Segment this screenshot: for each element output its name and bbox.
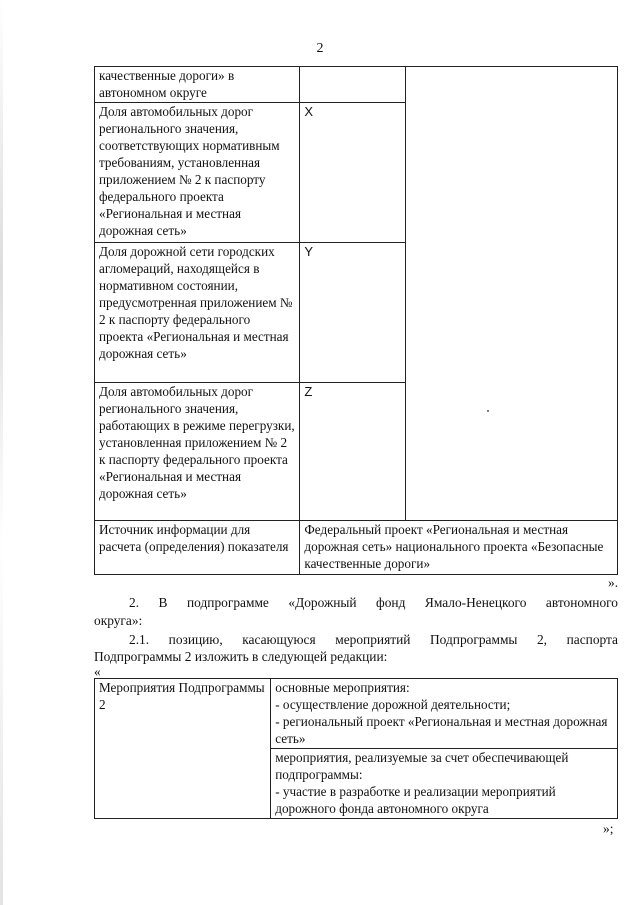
scan-speck <box>487 410 489 412</box>
indicator-label: качественные дороги» в автономном округе <box>95 67 300 103</box>
support-activities-title: мероприятия, реализуемые за счет обеспечивающей подпрограммы: <box>275 750 569 782</box>
source-value: Федеральный проект «Региональная и местная дорожная сеть» национального проекта «Безопасные качественные дороги» <box>300 521 618 575</box>
main-activity-item: - региональный проект «Региональная и местная дорожная сеть» <box>275 714 608 746</box>
closing-quote: ». <box>608 575 619 590</box>
support-activity-item: - участие в разработке и реализации мероприятий дорожного фонда автономного округа <box>275 784 556 816</box>
page-number: 2 <box>316 41 324 56</box>
indicator-value: X <box>304 104 314 119</box>
indicators-table <box>94 66 618 575</box>
indicator-label: Доля дорожной сети городских агломераций, находящейся в нормативном состоянии, предусмотренная приложением № 2 к паспорту федерального проекта «Региональная и местная дорожная сеть» <box>95 243 300 383</box>
indicator-value: Z <box>304 384 313 399</box>
paragraph-2-1-line-1: 2.1. позицию, касающуюся мероприятий Подпрограммы 2, паспорта <box>129 632 618 647</box>
activities-label: Мероприятия Подпрограммы 2 <box>95 679 271 819</box>
paragraph-2-1-line-2: Подпрограммы 2 изложить в следующей редакции: <box>94 649 388 664</box>
main-activities-cell <box>271 679 618 749</box>
paragraph-2-line-1: 2. В подпрограмме «Дорожный фонд Ямало-Ненецкого автономного <box>129 595 618 610</box>
activities-table <box>94 678 618 819</box>
indicator-label: Доля автомобильных дорог регионального значения, работающих в режиме перегрузки, установленная приложением № 2 к паспорту федерального проекта «Региональная и местная дорожная сеть» <box>95 383 300 521</box>
main-activities-title: основные мероприятия: <box>275 680 410 695</box>
indicator-value: Y <box>304 244 314 259</box>
indicator-value <box>300 67 406 103</box>
support-activities-cell <box>271 749 618 819</box>
indicator-label: Доля автомобильных дорог регионального значения, соответствующих нормативным требованиям, установленная приложением № 2 к паспорту федерального проекта «Региональная и местная дорожная сеть» <box>95 103 300 243</box>
source-label: Источник информации для расчета (определения) показателя <box>95 521 300 575</box>
main-activity-item: - осуществление дорожной деятельности; <box>275 697 511 712</box>
empty-merged-cell <box>405 67 617 521</box>
closing-quote-semicolon: »; <box>603 821 614 836</box>
scan-edge <box>0 0 3 905</box>
opening-quote: « <box>94 664 101 679</box>
paragraph-2-line-2: округа»: <box>94 613 143 628</box>
